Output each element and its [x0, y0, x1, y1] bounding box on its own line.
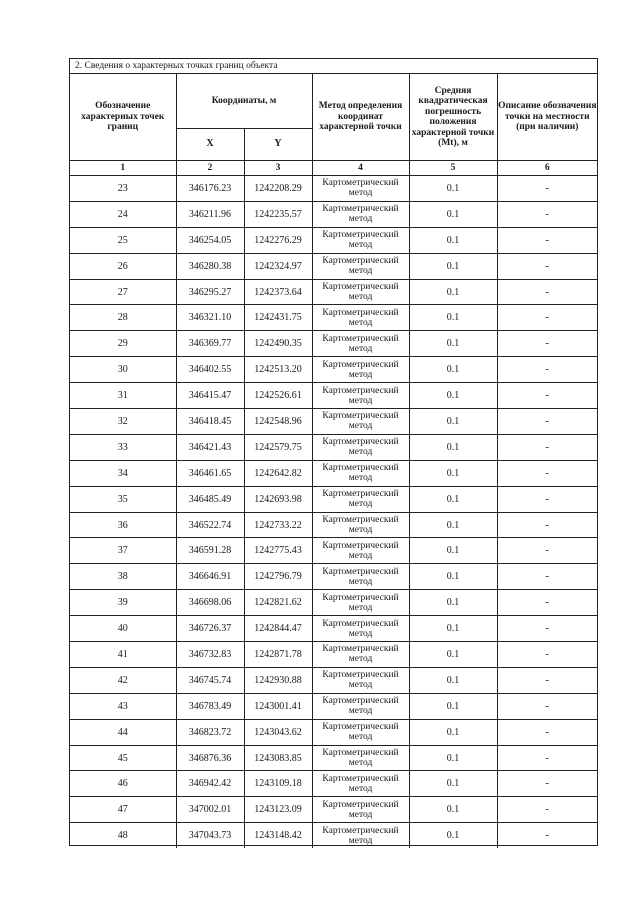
accuracy-cell: 0.1	[409, 797, 497, 823]
description-cell: -	[497, 719, 597, 745]
method-cell: Картометрический метод	[312, 357, 409, 383]
table-row	[70, 176, 597, 202]
y-coordinate-cell: 1242208.29	[244, 176, 312, 202]
accuracy-cell: 0.1	[409, 227, 497, 253]
point-cell: 48	[70, 823, 176, 848]
method-cell: Картометрический метод	[312, 279, 409, 305]
y-coordinate-cell: 1242548.96	[244, 409, 312, 435]
x-coordinate-cell: 346823.72	[176, 719, 244, 745]
description-cell: -	[497, 590, 597, 616]
y-coordinate-cell: 1242579.75	[244, 434, 312, 460]
method-cell: Картометрический метод	[312, 616, 409, 642]
point-cell: 39	[70, 590, 176, 616]
y-coordinate-cell: 1243148.42	[244, 823, 312, 848]
table-row	[70, 642, 597, 668]
accuracy-cell: 0.1	[409, 383, 497, 409]
method-cell: Картометрический метод	[312, 797, 409, 823]
x-coordinate-cell: 346698.06	[176, 590, 244, 616]
point-cell: 35	[70, 486, 176, 512]
header-method: Метод определения координат характерной точки	[312, 74, 409, 161]
y-coordinate-cell: 1242431.75	[244, 305, 312, 331]
point-cell: 24	[70, 201, 176, 227]
description-cell: -	[497, 409, 597, 435]
table-row	[70, 771, 597, 797]
x-coordinate-cell: 347002.01	[176, 797, 244, 823]
point-cell: 37	[70, 538, 176, 564]
description-cell: -	[497, 616, 597, 642]
x-coordinate-cell: 346254.05	[176, 227, 244, 253]
table-row	[70, 383, 597, 409]
table-row	[70, 797, 597, 823]
x-coordinate-cell: 346783.49	[176, 693, 244, 719]
point-cell: 40	[70, 616, 176, 642]
table-row	[70, 434, 597, 460]
point-cell: 43	[70, 693, 176, 719]
accuracy-cell: 0.1	[409, 331, 497, 357]
x-coordinate-cell: 346591.28	[176, 538, 244, 564]
accuracy-cell: 0.1	[409, 486, 497, 512]
x-coordinate-cell: 346211.96	[176, 201, 244, 227]
x-coordinate-cell: 346321.10	[176, 305, 244, 331]
x-coordinate-cell: 346176.23	[176, 176, 244, 202]
point-cell: 46	[70, 771, 176, 797]
header-y: Y	[244, 129, 312, 161]
table-row	[70, 823, 597, 848]
x-coordinate-cell: 346421.43	[176, 434, 244, 460]
description-cell: -	[497, 279, 597, 305]
description-cell: -	[497, 460, 597, 486]
method-cell: Картометрический метод	[312, 745, 409, 771]
method-cell: Картометрический метод	[312, 409, 409, 435]
description-cell: -	[497, 305, 597, 331]
accuracy-cell: 0.1	[409, 409, 497, 435]
header-description: Описание обозначения точки на местности (при наличии)	[497, 74, 597, 161]
y-coordinate-cell: 1242513.20	[244, 357, 312, 383]
method-cell: Картометрический метод	[312, 693, 409, 719]
table-row	[70, 745, 597, 771]
table-row	[70, 460, 597, 486]
table-row	[70, 564, 597, 590]
x-coordinate-cell: 346461.65	[176, 460, 244, 486]
table-row	[70, 590, 597, 616]
table-row	[70, 667, 597, 693]
table-row	[70, 486, 597, 512]
point-cell: 33	[70, 434, 176, 460]
accuracy-cell: 0.1	[409, 357, 497, 383]
y-coordinate-cell: 1242775.43	[244, 538, 312, 564]
method-cell: Картометрический метод	[312, 201, 409, 227]
accuracy-cell: 0.1	[409, 201, 497, 227]
point-cell: 38	[70, 564, 176, 590]
table-row	[70, 331, 597, 357]
accuracy-cell: 0.1	[409, 667, 497, 693]
x-coordinate-cell: 346369.77	[176, 331, 244, 357]
table-row	[70, 616, 597, 642]
point-cell: 29	[70, 331, 176, 357]
description-cell: -	[497, 201, 597, 227]
y-coordinate-cell: 1242871.78	[244, 642, 312, 668]
accuracy-cell: 0.1	[409, 823, 497, 848]
table-row	[70, 538, 597, 564]
table-row	[70, 279, 597, 305]
method-cell: Картометрический метод	[312, 176, 409, 202]
point-cell: 36	[70, 512, 176, 538]
y-coordinate-cell: 1242235.57	[244, 201, 312, 227]
method-cell: Картометрический метод	[312, 719, 409, 745]
header-point-designation: Обозначение характерных точек границ	[70, 74, 176, 161]
description-cell: -	[497, 745, 597, 771]
method-cell: Картометрический метод	[312, 590, 409, 616]
point-cell: 23	[70, 176, 176, 202]
column-number-1: 1	[70, 161, 176, 176]
method-cell: Картометрический метод	[312, 771, 409, 797]
column-number-6: 6	[497, 161, 597, 176]
x-coordinate-cell: 347043.73	[176, 823, 244, 848]
y-coordinate-cell: 1243043.62	[244, 719, 312, 745]
y-coordinate-cell: 1242821.62	[244, 590, 312, 616]
y-coordinate-cell: 1242490.35	[244, 331, 312, 357]
y-coordinate-cell: 1242276.29	[244, 227, 312, 253]
point-cell: 31	[70, 383, 176, 409]
x-coordinate-cell: 346646.91	[176, 564, 244, 590]
method-cell: Картометрический метод	[312, 512, 409, 538]
method-cell: Картометрический метод	[312, 642, 409, 668]
description-cell: -	[497, 331, 597, 357]
description-cell: -	[497, 253, 597, 279]
y-coordinate-cell: 1242796.79	[244, 564, 312, 590]
header-x: X	[176, 129, 244, 161]
accuracy-cell: 0.1	[409, 719, 497, 745]
description-cell: -	[497, 227, 597, 253]
x-coordinate-cell: 346745.74	[176, 667, 244, 693]
method-cell: Картометрический метод	[312, 253, 409, 279]
description-cell: -	[497, 357, 597, 383]
boundary-points-table	[70, 74, 597, 848]
point-cell: 25	[70, 227, 176, 253]
accuracy-cell: 0.1	[409, 564, 497, 590]
table-row	[70, 305, 597, 331]
table-row	[70, 719, 597, 745]
point-cell: 45	[70, 745, 176, 771]
description-cell: -	[497, 383, 597, 409]
y-coordinate-cell: 1243123.09	[244, 797, 312, 823]
accuracy-cell: 0.1	[409, 538, 497, 564]
description-cell: -	[497, 564, 597, 590]
description-cell: -	[497, 486, 597, 512]
x-coordinate-cell: 346418.45	[176, 409, 244, 435]
header-accuracy: Средняя квадратическая погрешность положения характерной точки (Mt), м	[409, 74, 497, 161]
method-cell: Картометрический метод	[312, 383, 409, 409]
method-cell: Картометрический метод	[312, 331, 409, 357]
point-cell: 26	[70, 253, 176, 279]
table-row	[70, 512, 597, 538]
point-cell: 47	[70, 797, 176, 823]
x-coordinate-cell: 346485.49	[176, 486, 244, 512]
table-row	[70, 253, 597, 279]
table-row	[70, 201, 597, 227]
method-cell: Картометрический метод	[312, 434, 409, 460]
accuracy-cell: 0.1	[409, 512, 497, 538]
point-cell: 34	[70, 460, 176, 486]
description-cell: -	[497, 797, 597, 823]
x-coordinate-cell: 346522.74	[176, 512, 244, 538]
x-coordinate-cell: 346415.47	[176, 383, 244, 409]
description-cell: -	[497, 538, 597, 564]
x-coordinate-cell: 346295.27	[176, 279, 244, 305]
description-cell: -	[497, 176, 597, 202]
method-cell: Картометрический метод	[312, 564, 409, 590]
table-row	[70, 693, 597, 719]
y-coordinate-cell: 1243109.18	[244, 771, 312, 797]
column-number-5: 5	[409, 161, 497, 176]
point-cell: 42	[70, 667, 176, 693]
method-cell: Картометрический метод	[312, 667, 409, 693]
x-coordinate-cell: 346942.42	[176, 771, 244, 797]
point-cell: 28	[70, 305, 176, 331]
accuracy-cell: 0.1	[409, 305, 497, 331]
y-coordinate-cell: 1242844.47	[244, 616, 312, 642]
description-cell: -	[497, 823, 597, 848]
accuracy-cell: 0.1	[409, 745, 497, 771]
x-coordinate-cell: 346402.55	[176, 357, 244, 383]
point-cell: 44	[70, 719, 176, 745]
method-cell: Картометрический метод	[312, 486, 409, 512]
description-cell: -	[497, 771, 597, 797]
column-number-3: 3	[244, 161, 312, 176]
y-coordinate-cell: 1243083.85	[244, 745, 312, 771]
method-cell: Картометрический метод	[312, 460, 409, 486]
accuracy-cell: 0.1	[409, 460, 497, 486]
method-cell: Картометрический метод	[312, 538, 409, 564]
table-body	[70, 176, 597, 849]
x-coordinate-cell: 346732.83	[176, 642, 244, 668]
description-cell: -	[497, 512, 597, 538]
column-number-4: 4	[312, 161, 409, 176]
accuracy-cell: 0.1	[409, 176, 497, 202]
y-coordinate-cell: 1242324.97	[244, 253, 312, 279]
x-coordinate-cell: 346726.37	[176, 616, 244, 642]
accuracy-cell: 0.1	[409, 434, 497, 460]
point-cell: 30	[70, 357, 176, 383]
description-cell: -	[497, 642, 597, 668]
table-row	[70, 227, 597, 253]
x-coordinate-cell: 346876.36	[176, 745, 244, 771]
method-cell: Картометрический метод	[312, 227, 409, 253]
y-coordinate-cell: 1242373.64	[244, 279, 312, 305]
method-cell: Картометрический метод	[312, 823, 409, 848]
accuracy-cell: 0.1	[409, 590, 497, 616]
method-cell: Картометрический метод	[312, 305, 409, 331]
column-number-2: 2	[176, 161, 244, 176]
header-coordinates: Координаты, м	[176, 74, 312, 129]
y-coordinate-cell: 1242642.82	[244, 460, 312, 486]
y-coordinate-cell: 1242693.98	[244, 486, 312, 512]
section-title: 2. Сведения о характерных точках границ объекта	[70, 59, 597, 74]
table-row	[70, 409, 597, 435]
point-cell: 27	[70, 279, 176, 305]
point-cell: 41	[70, 642, 176, 668]
accuracy-cell: 0.1	[409, 771, 497, 797]
y-coordinate-cell: 1243001.41	[244, 693, 312, 719]
accuracy-cell: 0.1	[409, 693, 497, 719]
description-cell: -	[497, 667, 597, 693]
y-coordinate-cell: 1242930.88	[244, 667, 312, 693]
x-coordinate-cell: 346280.38	[176, 253, 244, 279]
accuracy-cell: 0.1	[409, 642, 497, 668]
table-row	[70, 357, 597, 383]
y-coordinate-cell: 1242733.22	[244, 512, 312, 538]
accuracy-cell: 0.1	[409, 616, 497, 642]
point-cell: 32	[70, 409, 176, 435]
accuracy-cell: 0.1	[409, 279, 497, 305]
document-sheet	[69, 58, 598, 846]
accuracy-cell: 0.1	[409, 253, 497, 279]
y-coordinate-cell: 1242526.61	[244, 383, 312, 409]
description-cell: -	[497, 434, 597, 460]
description-cell: -	[497, 693, 597, 719]
